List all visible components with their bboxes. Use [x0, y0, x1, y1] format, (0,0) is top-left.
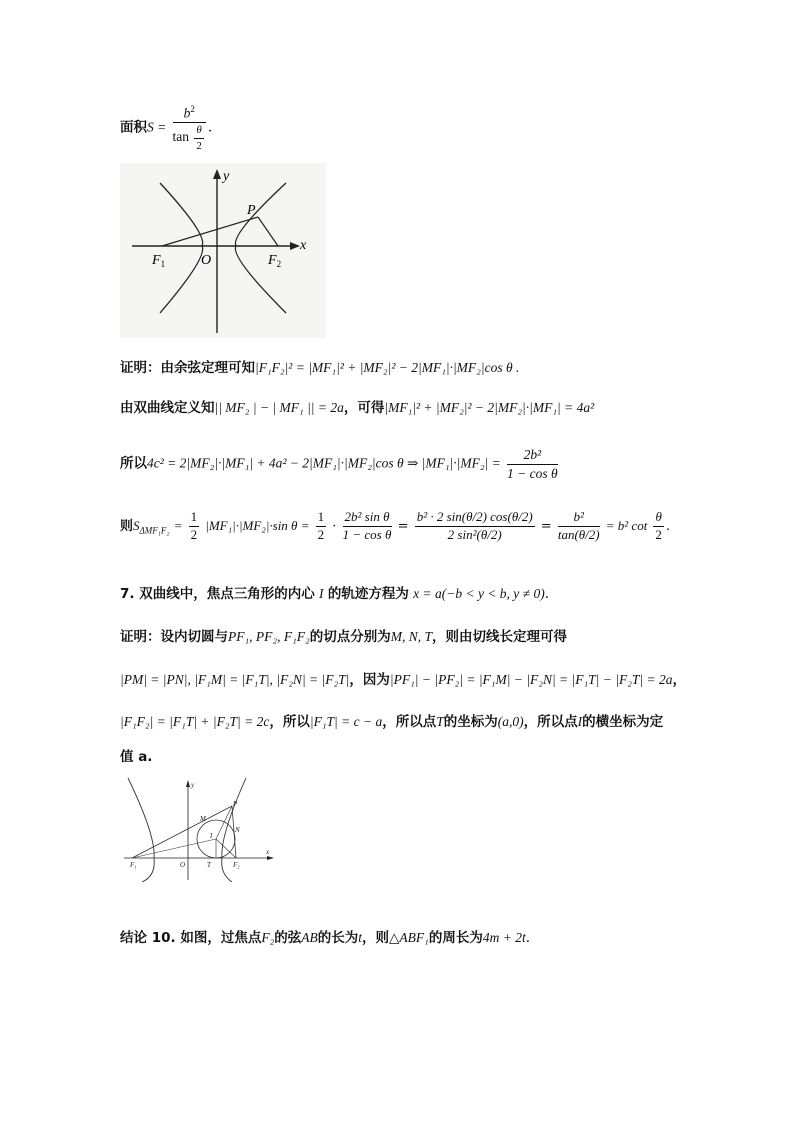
x-label: x: [300, 238, 307, 253]
y-label: y: [223, 169, 230, 184]
point-T-label: T: [207, 861, 211, 869]
F2-label: F₂: [233, 861, 240, 869]
area-fraction: $b^2$ tan $\frac{\theta}{2}$: [173, 104, 206, 152]
proof2-line3: |F₁F₂| = |F₁T| + |F₂T| = 2c，所以|F₁T| = c − a，所以点T的坐标为(a,0)，所以点I的横坐标为定: [120, 714, 664, 730]
proof1-line2: 由双曲线定义知|| MF₂ | − | MF₁ || = 2a，可得|MF₁|² + |MF₂|² − 2|MF₂|·|MF₁| = 4a²: [120, 400, 595, 416]
proof1-line1: 证明：由余弦定理可知|F₁F₂|² = |MF₁|² + |MF₂|² − 2|MF₁|·|MF₂|cos θ .: [120, 360, 520, 376]
proof2-line1: 证明：设内切圆与PF₁, PF₂, F₁F₂的切点分别为M, N, T，则由切线长定理可得: [120, 629, 568, 645]
point-P-label: P: [233, 800, 238, 808]
proof2-line4: 值 a.: [120, 749, 153, 765]
x-label: x: [266, 848, 270, 856]
area-formula: 面积S = $b^2$ tan $\frac{\theta}{2}$ .: [120, 104, 213, 152]
point-M-label: M: [200, 815, 206, 823]
proof1-line4: 则$S_{\Delta MF_1F_2}$ = $\frac{1}{2}$ |MF₁|·|MF₂|·sin θ = $\frac{1}{2}$ · $\frac{\text{2b² sin θ}}{\text{1 − cos θ}}$ = $\frac{\text{b² · 2 sin(θ/2) cos(θ/2)}}{\text{2 sin²(θ/2)}}$ = $\frac{\text{b²}}{\tan(\theta/2)}$ = b² cot $\frac{\theta}{2}$ .: [120, 509, 670, 542]
proof1-line3-fraction: $\frac{\text{2b²}}{\text{1 − cos θ}}$: [507, 447, 558, 481]
item7-title: 7. 双曲线中，焦点三角形的内心 I 的轨迹方程为 x = a(−b < y < b, y ≠ 0).: [120, 586, 549, 602]
F2-label: $F_2$: [268, 253, 282, 269]
proof1-line3: 所以4c² = 2|MF₂|·|MF₁| + 4a² − 2|MF₁|·|MF₂|cos θ ⇒ |MF₁|·|MF₂| = $\frac{\text{2b²}}{\text{1 − cos θ}}$: [120, 447, 558, 481]
y-label: y: [191, 781, 195, 789]
hyperbola-figure-1: [120, 163, 326, 338]
proof2-line2: |PM| = |PN|, |F₁M| = |F₁T|, |F₂N| = |F₂T|，因为|PF₁| − |PF₂| = |F₁M| − |F₂N| = |F₁T| − |F₂T| = 2a，: [120, 672, 686, 688]
segment-F1I: [132, 839, 216, 858]
origin-O-label: O: [180, 861, 186, 869]
incenter-I-label: I: [210, 832, 213, 840]
segment-F1P: [132, 806, 232, 858]
figure-1-background: [120, 163, 326, 338]
hyperbola-figure-2: [120, 776, 280, 882]
F1-label: F₁: [130, 861, 137, 869]
point-P-label: P: [247, 203, 256, 218]
F1-label: $F_1$: [152, 253, 166, 269]
point-N-label: N: [235, 826, 240, 834]
conclusion-10: 结论 10. 如图，过焦点F₂的弦AB的长为t，则△ABF₁的周长为4m + 2t.: [120, 930, 531, 946]
origin-O-label: O: [201, 253, 212, 268]
x-axis-arrow-icon: [267, 856, 274, 860]
segment-IP: [216, 806, 232, 839]
y-axis-arrow-icon: [186, 780, 190, 787]
